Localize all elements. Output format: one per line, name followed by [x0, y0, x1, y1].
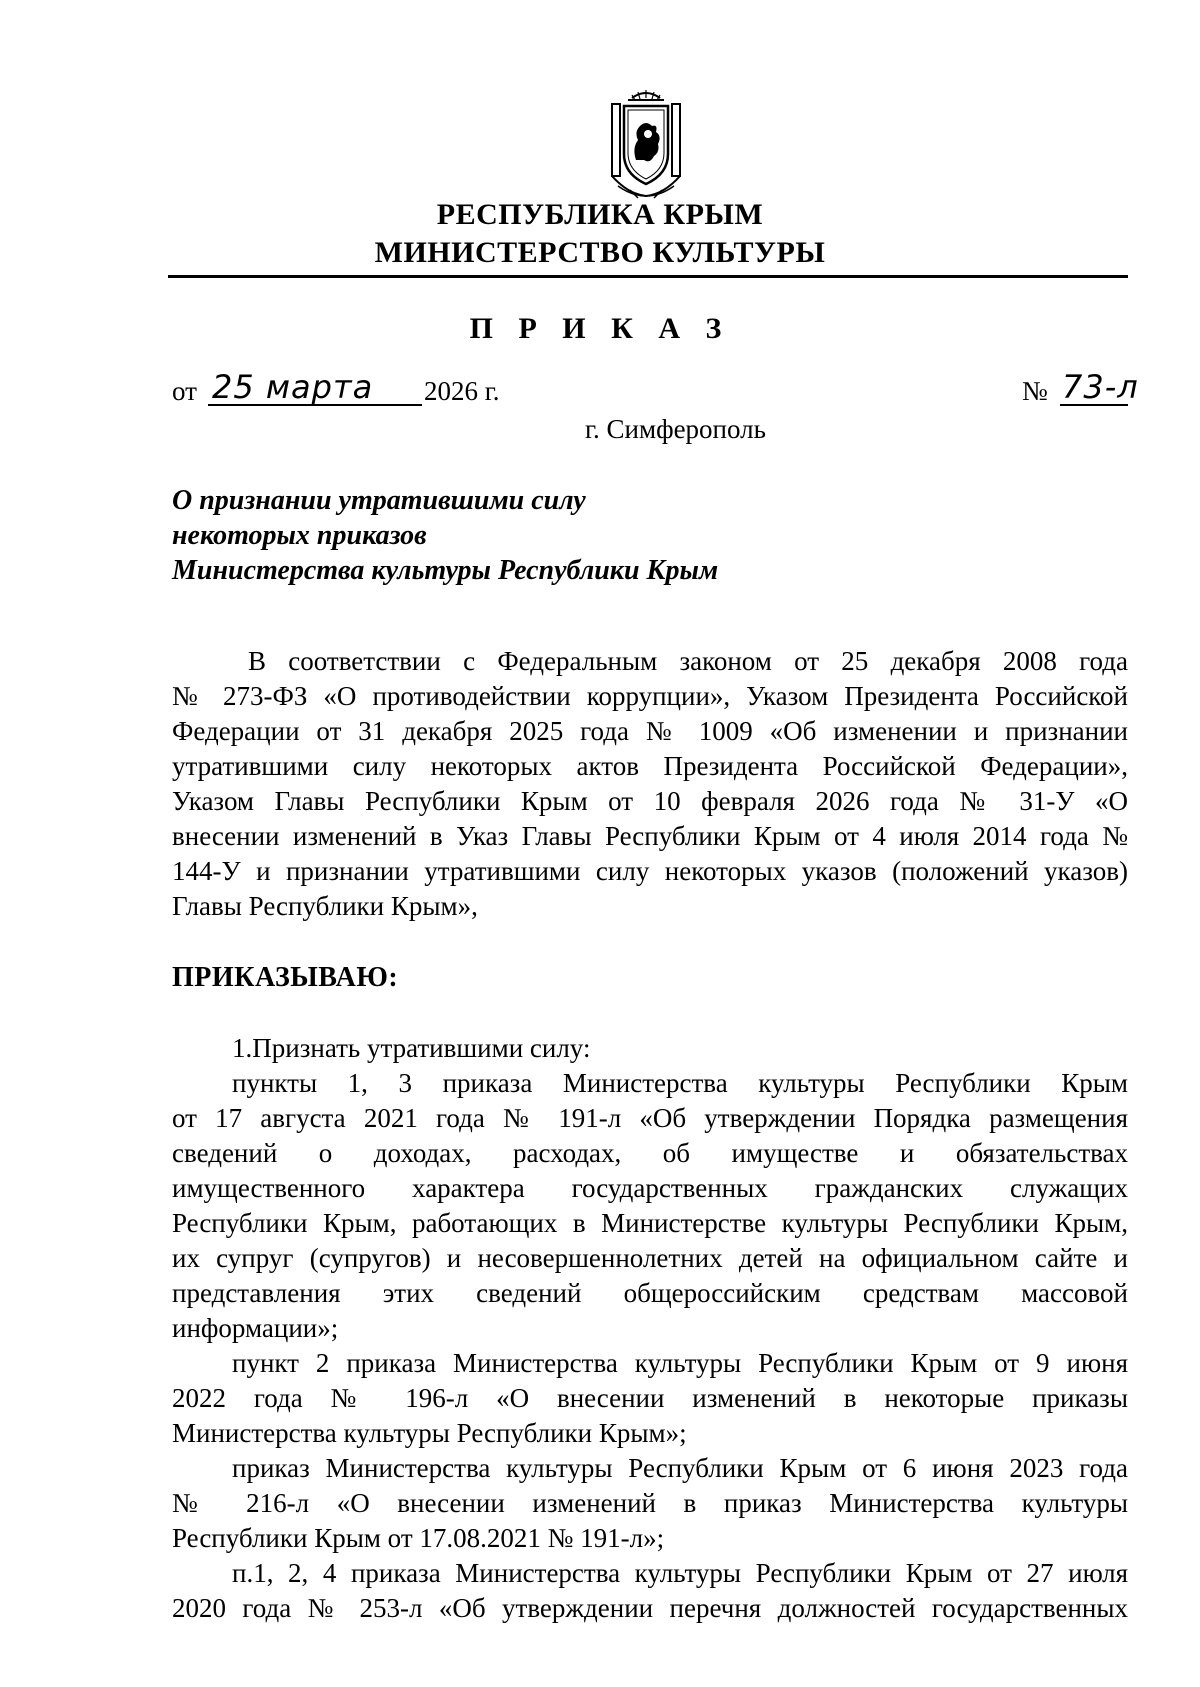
- number-handwritten: 73-л: [1062, 368, 1139, 406]
- body-line: Республики Крым от 17.08.2021 № 191-л»;: [172, 1523, 665, 1553]
- body-line: 2020 года № 253-л «Об утверждении перечня должностей государственных: [172, 1593, 1128, 1623]
- body-line: № 216-л «О внесении изменений в приказ Министерства культуры: [172, 1488, 1128, 1518]
- preamble-line: Главы Республики Крым»,: [172, 891, 478, 921]
- date-prefix: от: [172, 376, 197, 406]
- subject-line: О признании утратившими силу: [172, 485, 586, 516]
- body-line: информации»;: [172, 1313, 339, 1343]
- order-title: П Р И К А З: [469, 312, 731, 345]
- crimea-coat-of-arms-emblem: [608, 90, 684, 204]
- subject-line: Министерства культуры Республики Крым: [172, 555, 719, 586]
- header-republic: РЕСПУБЛИКА КРЫМ: [436, 198, 764, 231]
- preamble-line: Федерации от 31 декабря 2025 года № 1009 «Об изменении и признании: [172, 716, 1128, 746]
- body-line: Министерства культуры Республики Крым»;: [172, 1418, 687, 1448]
- header-divider: [168, 275, 1128, 278]
- body-line: пункт 2 приказа Министерства культуры Республики Крым от 9 июня: [232, 1348, 1128, 1378]
- decree-heading: ПРИКАЗЫВАЮ:: [172, 962, 399, 993]
- subject-line: некоторых приказов: [172, 520, 427, 551]
- body-line: приказ Министерства культуры Республики Крым от 6 июня 2023 года: [232, 1453, 1128, 1483]
- preamble-line: внесении изменений в Указ Главы Республики Крым от 4 июля 2014 года №: [172, 821, 1128, 851]
- date-underline: [208, 404, 422, 406]
- number-underline: [1060, 404, 1128, 406]
- preamble-line: 144-У и признании утратившими силу некоторых указов (положений указов): [172, 856, 1128, 886]
- city-name: г. Симферополь: [585, 414, 766, 444]
- body-line: от 17 августа 2021 года № 191-л «Об утверждении Порядка размещения: [172, 1103, 1128, 1133]
- body-line: имущественного характера государственных гражданских служащих: [172, 1173, 1128, 1203]
- preamble-line: № 273-ФЗ «О противодействии коррупции», Указом Президента Российской: [172, 681, 1128, 711]
- body-line: Республики Крым, работающих в Министерстве культуры Республики Крым,: [172, 1208, 1128, 1238]
- preamble-line: Указом Главы Республики Крым от 10 февраля 2026 года № 31-У «О: [172, 786, 1128, 816]
- date-handwritten: 25 марта: [212, 368, 374, 406]
- body-line: пункты 1, 3 приказа Министерства культуры Республики Крым: [232, 1068, 1128, 1098]
- preamble-line: В соответствии с Федеральным законом от 25 декабря 2008 года: [248, 646, 1128, 676]
- date-year: 2026 г.: [424, 376, 500, 406]
- body-line: представления этих сведений общероссийским средствам массовой: [172, 1278, 1128, 1308]
- number-prefix: №: [1022, 376, 1048, 406]
- body-line: 2022 года № 196-л «О внесении изменений в некоторые приказы: [172, 1383, 1128, 1413]
- body-line: сведений о доходах, расходах, об имуществе и обязательствах: [172, 1138, 1128, 1168]
- header-ministry: МИНИСТЕРСТВО КУЛЬТУРЫ: [374, 236, 826, 269]
- body-line: п.1, 2, 4 приказа Министерства культуры Республики Крым от 27 июля: [232, 1558, 1128, 1588]
- body-line: их супруг (супругов) и несовершеннолетних детей на официальном сайте и: [172, 1243, 1128, 1273]
- body-line: 1.Признать утратившими силу:: [232, 1033, 591, 1063]
- preamble-line: утратившими силу некоторых актов Президента Российской Федерации»,: [172, 751, 1128, 781]
